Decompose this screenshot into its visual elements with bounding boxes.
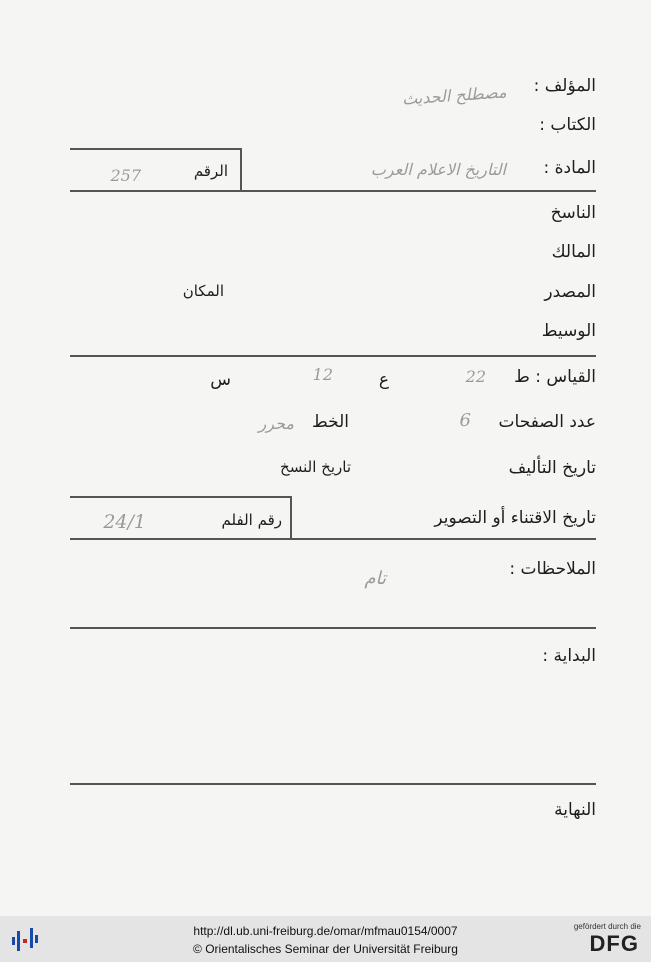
- copy-date-label: تاريخ النسخ: [280, 458, 351, 476]
- footer-bar: [0, 916, 651, 962]
- measure-s-label: س: [210, 370, 231, 390]
- notes-label: الملاحظات :: [509, 559, 596, 579]
- copyist-label: الناسخ: [550, 203, 596, 223]
- number-value: 257: [110, 166, 141, 185]
- composition-date-label: تاريخ التأليف: [508, 458, 596, 478]
- source-url-link[interactable]: http://dl.ub.uni-freiburg.de/omar/mfmau0154/0007: [193, 924, 458, 938]
- film-box-top: [70, 496, 292, 498]
- film-number-label: رقم الفلم: [221, 511, 282, 529]
- rule-2: [70, 355, 596, 357]
- subject-label: المادة :: [543, 158, 596, 178]
- end-label: النهاية: [554, 800, 596, 820]
- notes-value: تام: [364, 568, 386, 589]
- intermediary-label: الوسيط: [541, 321, 596, 341]
- dfg-logo: DFG: [589, 931, 639, 956]
- pages-label: عدد الصفحات: [498, 412, 596, 432]
- script-label: الخط: [311, 412, 349, 432]
- owner-label: المالك: [551, 242, 596, 262]
- funder-caption: gefördert durch die: [573, 922, 641, 931]
- film-box-divider: [290, 496, 292, 538]
- pages-value: 6: [459, 410, 471, 431]
- rule-5: [70, 783, 596, 785]
- author-label: المؤلف :: [533, 76, 596, 96]
- number-label: الرقم: [193, 162, 228, 180]
- copyright-text: © Orientalisches Seminar der Universität Freiburg: [193, 942, 458, 956]
- script-value: محرر: [258, 414, 294, 433]
- rule-4: [70, 627, 596, 629]
- rule-1: [70, 190, 596, 192]
- measure-label: القياس : ط: [514, 367, 596, 387]
- book-label: الكتاب :: [539, 115, 596, 135]
- measure-t-value: 22: [465, 367, 486, 386]
- number-box-top: [70, 148, 242, 150]
- number-box-divider: [240, 148, 242, 190]
- subject-value: التاريخ الاعلام العرب: [370, 160, 506, 179]
- measure-a-label: ع: [378, 370, 389, 390]
- source-label: المصدر: [544, 282, 596, 302]
- acquisition-label: تاريخ الاقتناء أو التصوير: [434, 508, 596, 528]
- beginning-label: البداية :: [542, 646, 596, 666]
- rule-3: [70, 538, 596, 540]
- measure-a-value: 12: [312, 365, 333, 384]
- film-number-value: 24/1: [103, 511, 146, 533]
- author-value: مصطلح الحديث: [400, 82, 507, 109]
- place-label: المكان: [182, 282, 224, 300]
